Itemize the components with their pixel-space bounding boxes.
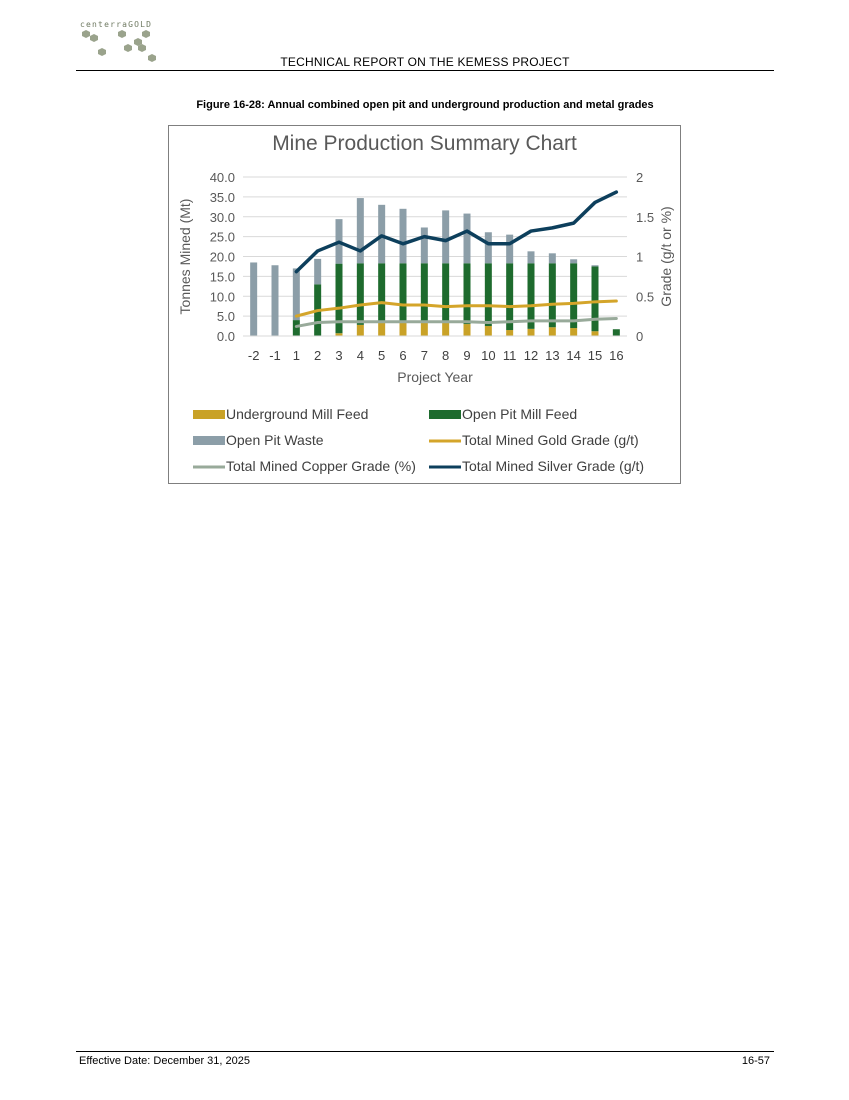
y2-tick-label: 1 xyxy=(636,249,644,265)
bar-open-pit-waste xyxy=(250,262,257,336)
bar-underground xyxy=(357,325,364,336)
y-tick-label: 35.0 xyxy=(209,189,235,205)
x-tick-label: 14 xyxy=(566,348,581,363)
x-tick-label: 9 xyxy=(463,348,471,363)
bar-underground xyxy=(528,329,535,336)
x-tick-label: 15 xyxy=(587,348,603,363)
y-tick-label: 20.0 xyxy=(209,249,235,265)
bar-underground xyxy=(400,321,407,336)
legend-swatch-open-pit-mill xyxy=(429,410,461,419)
bar-open-pit-mill xyxy=(378,263,385,321)
x-tick-label: 7 xyxy=(420,348,428,363)
y-tick-label: 30.0 xyxy=(209,209,235,225)
document-title: TECHNICAL REPORT ON THE KEMESS PROJECT xyxy=(280,55,570,69)
x-tick-label: 16 xyxy=(609,348,624,363)
bar-open-pit-waste xyxy=(485,232,492,263)
bar-open-pit-waste xyxy=(293,268,300,320)
bar-open-pit-waste xyxy=(421,227,428,263)
bar-open-pit-waste xyxy=(464,214,471,264)
y2-axis-title: Grade (g/t or %) xyxy=(658,206,674,307)
bar-underground xyxy=(506,330,513,336)
bar-open-pit-mill xyxy=(613,329,620,336)
x-tick-label: 4 xyxy=(356,348,364,363)
bar-underground xyxy=(378,321,385,336)
footer-divider xyxy=(76,1051,774,1052)
bar-open-pit-mill xyxy=(442,263,449,321)
bar-open-pit-waste xyxy=(592,265,599,266)
bar-underground xyxy=(592,331,599,336)
chart-frame xyxy=(168,125,681,484)
chart-title: Mine Production Summary Chart xyxy=(272,132,577,155)
bar-open-pit-mill xyxy=(400,263,407,321)
line-copper-grade xyxy=(296,319,616,327)
x-tick-label: 6 xyxy=(399,348,407,363)
bar-open-pit-waste xyxy=(442,210,449,263)
bar-open-pit-mill xyxy=(528,263,535,329)
bar-open-pit-waste xyxy=(549,253,556,263)
y2-tick-label: 0.5 xyxy=(636,289,655,305)
x-tick-label: 5 xyxy=(378,348,386,363)
bar-open-pit-mill xyxy=(592,266,599,331)
x-tick-label: 8 xyxy=(442,348,450,363)
legend-label: Open Pit Mill Feed xyxy=(462,406,578,422)
y-tick-label: 40.0 xyxy=(209,170,235,185)
bar-open-pit-waste xyxy=(378,205,385,263)
bar-open-pit-mill xyxy=(506,263,513,330)
legend-swatch-open-pit-waste xyxy=(193,436,225,445)
x-tick-label: 12 xyxy=(523,348,539,363)
x-tick-label: 1 xyxy=(292,348,300,363)
header-divider xyxy=(76,70,774,71)
figure-caption: Figure 16-28: Annual combined open pit and underground production and metal grades xyxy=(196,99,654,111)
bar-underground xyxy=(442,321,449,336)
bar-underground xyxy=(570,328,577,336)
legend-label: Underground Mill Feed xyxy=(226,406,369,422)
line-gold-grade xyxy=(296,301,616,316)
bar-open-pit-mill xyxy=(485,263,492,326)
bar-open-pit-mill xyxy=(549,263,556,327)
x-tick-label: -1 xyxy=(269,348,281,363)
bar-open-pit-waste xyxy=(506,235,513,264)
x-tick-label: 11 xyxy=(502,348,517,363)
y-tick-label: 0.0 xyxy=(216,329,235,344)
effective-date: Effective Date: December 31, 2025 xyxy=(79,1055,251,1067)
bar-open-pit-mill xyxy=(464,263,471,324)
legend-label: Total Mined Silver Grade (g/t) xyxy=(462,458,645,474)
y2-tick-label: 0 xyxy=(636,329,644,344)
bar-open-pit-waste xyxy=(570,259,577,263)
bar-underground xyxy=(549,327,556,336)
x-tick-label: -2 xyxy=(247,348,260,363)
y-tick-label: 25.0 xyxy=(209,229,235,245)
bar-underground xyxy=(485,326,492,336)
y-tick-label: 5.0 xyxy=(216,309,235,325)
legend-label: Total Mined Copper Grade (%) xyxy=(226,458,416,474)
bar-open-pit-waste xyxy=(528,251,535,263)
bar-open-pit-waste xyxy=(314,259,321,284)
legend-swatch-underground xyxy=(193,410,225,419)
mine-production-chart xyxy=(169,126,680,483)
legend-label: Total Mined Gold Grade (g/t) xyxy=(462,432,639,448)
y2-tick-label: 2 xyxy=(636,170,644,185)
x-tick-label: 3 xyxy=(335,348,343,363)
logo-wordmark: centerraGOLD xyxy=(80,20,153,29)
bar-underground xyxy=(464,324,471,336)
x-tick-label: 13 xyxy=(545,348,560,363)
x-axis-title: Project Year xyxy=(397,369,473,385)
y-axis-title: Tonnes Mined (Mt) xyxy=(177,198,193,315)
line-silver-grade xyxy=(296,192,616,271)
legend-label: Open Pit Waste xyxy=(226,432,324,448)
bar-open-pit-waste xyxy=(357,198,364,263)
x-tick-label: 10 xyxy=(481,348,496,363)
bar-open-pit-waste xyxy=(400,209,407,263)
y2-tick-label: 1.5 xyxy=(636,209,655,225)
bar-open-pit-mill xyxy=(570,263,577,328)
x-tick-label: 2 xyxy=(314,348,322,363)
bar-open-pit-mill xyxy=(421,263,428,321)
y-tick-label: 10.0 xyxy=(209,289,235,305)
page-number: 16-57 xyxy=(741,1055,770,1067)
bar-underground xyxy=(421,321,428,336)
bar-open-pit-waste xyxy=(272,265,279,336)
bar-open-pit-mill xyxy=(357,263,364,325)
y-tick-label: 15.0 xyxy=(209,269,235,285)
bar-open-pit-mill xyxy=(293,320,300,336)
